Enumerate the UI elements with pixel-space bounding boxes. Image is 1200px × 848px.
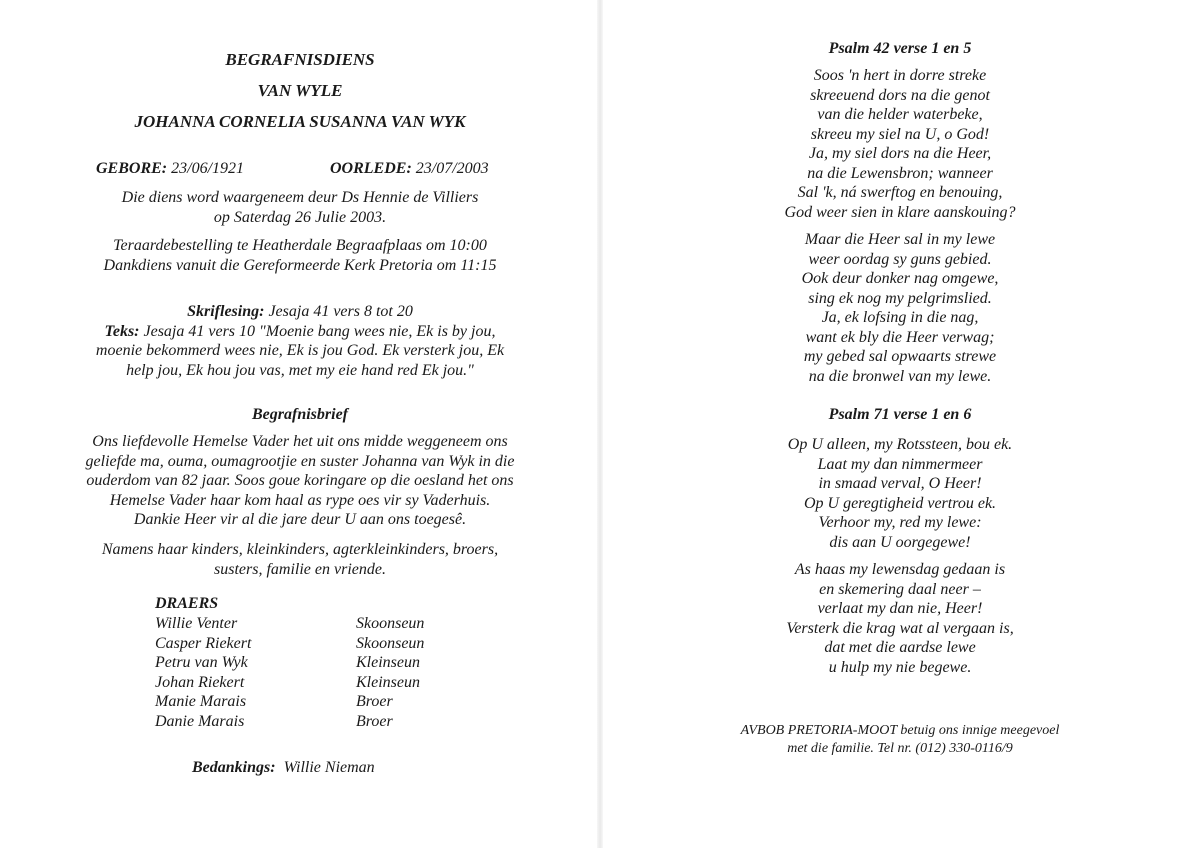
bearers-table: [155, 614, 424, 731]
bearers-list: [155, 594, 475, 731]
table-row: Willie Venter Skoonseun: [155, 615, 425, 632]
condolence-footer: AVBOB PRETORIA-MOOT betuig ons innige meegevoel met die familie. Tel nr. (012) 330-0116/9: [740, 723, 1060, 756]
psalm-42-verse-5: Maar die Heer sal in my lewe weer oordag sy guns gebied. Ook deur donker nag omgewe, sing ek nog my pelgrimslied. Ja, ek lofsing in die nag, want ek bly die Heer verwag; my gebed sal opwaarts strewe na die bronwel van my lewe.: [801, 231, 999, 385]
funeral-letter: Ons liefdevolle Hemelse Vader het uit ons midde weggeneem ons geliefde ma, ouma, oumagrootjie en suster Johanna van Wyk in die ouderdom van 82 jaar. Soos goue koringare op die oesland het ons Hemelse Vader haar kom haal as rype oes vir sy Vaderhuis. Dankie Heer vir al die jare deur U aan ons toegesê.: [85, 433, 515, 528]
family-names: Namens haar kinders, kleinkinders, agterkleinkinders, broers, susters, familie en vriende.: [101, 541, 499, 578]
psalm-42-heading: Psalm 42 verse 1 en 5: [828, 40, 972, 57]
letter-heading: Begrafnisbrief: [252, 406, 348, 423]
table-row: Danie Marais Broer: [155, 712, 393, 730]
title-line: JOHANNA CORNELIA SUSANNA VAN WYK: [134, 112, 466, 131]
bearers-heading: DRAERS: [155, 595, 219, 612]
born-date: GEBORE: 23/06/1921: [96, 160, 245, 177]
right-page: [600, 0, 1200, 848]
table-row: Casper Riekert Skoonseun: [155, 634, 425, 652]
psalm-71-heading: Psalm 71 verse 1 en 6: [828, 406, 972, 423]
psalm-42-verse-1: Soos 'n hert in dorre streke skreeuend dors na die genot van die helder waterbeke, skreeu my siel na U, o God! Ja, my siel dors na die Heer, na die Lewensbron; wanneer Sal 'k, ná swerftog en benouing, God weer sien in klare aanskouing?: [784, 67, 1016, 221]
died-date: OORLEDE: 23/07/2003: [330, 160, 489, 177]
table-row: Petru van Wyk Kleinseun: [155, 654, 420, 671]
psalm-71-verse-1: Op U alleen, my Rotssteen, bou ek. Laat my dan nimmermeer in smaad verval, O Heer! Op U geregtigheid vertrou ek. Verhoor my, red my lewe: dis aan U oorgegewe!: [787, 436, 1013, 551]
title-line: VAN WYLE: [257, 81, 343, 100]
scripture-reading: Skriflesing: Jesaja 41 vers 8 tot 20 Teks: Jesaja 41 vers 10 "Moenie bang wees nie, Ek is by jou, moenie bekommerd wees nie, Ek is jou God. Ek versterk jou, Ek help jou, Ek hou jou vas, met my eie hand red Ek jou.": [95, 303, 505, 379]
funeral-info: Teraardebestelling te Heatherdale Begraafplaas om 10:00 Dankdiens vanuit die Gereformeerde Kerk Pretoria om 11:15: [103, 237, 497, 274]
title-line: BEGRAFNISDIENS: [225, 50, 375, 69]
service-info: Die diens word waargeneem deur Ds Hennie de Villiers op Saterdag 26 Julie 2003.: [121, 189, 479, 226]
thanks-line: Bedankings: Willie Nieman: [192, 759, 375, 776]
table-row: Johan Riekert Kleinseun: [155, 673, 420, 691]
table-row: Manie Marais Broer: [155, 693, 393, 710]
title-block: [0, 44, 600, 137]
psalm-71-verse-6: As haas my lewensdag gedaan is en skemering daal neer – verlaat my dan nie, Heer! Versterk die krag wat al vergaan is, dat met die aardse lewe u hulp my nie begewe.: [786, 561, 1014, 676]
